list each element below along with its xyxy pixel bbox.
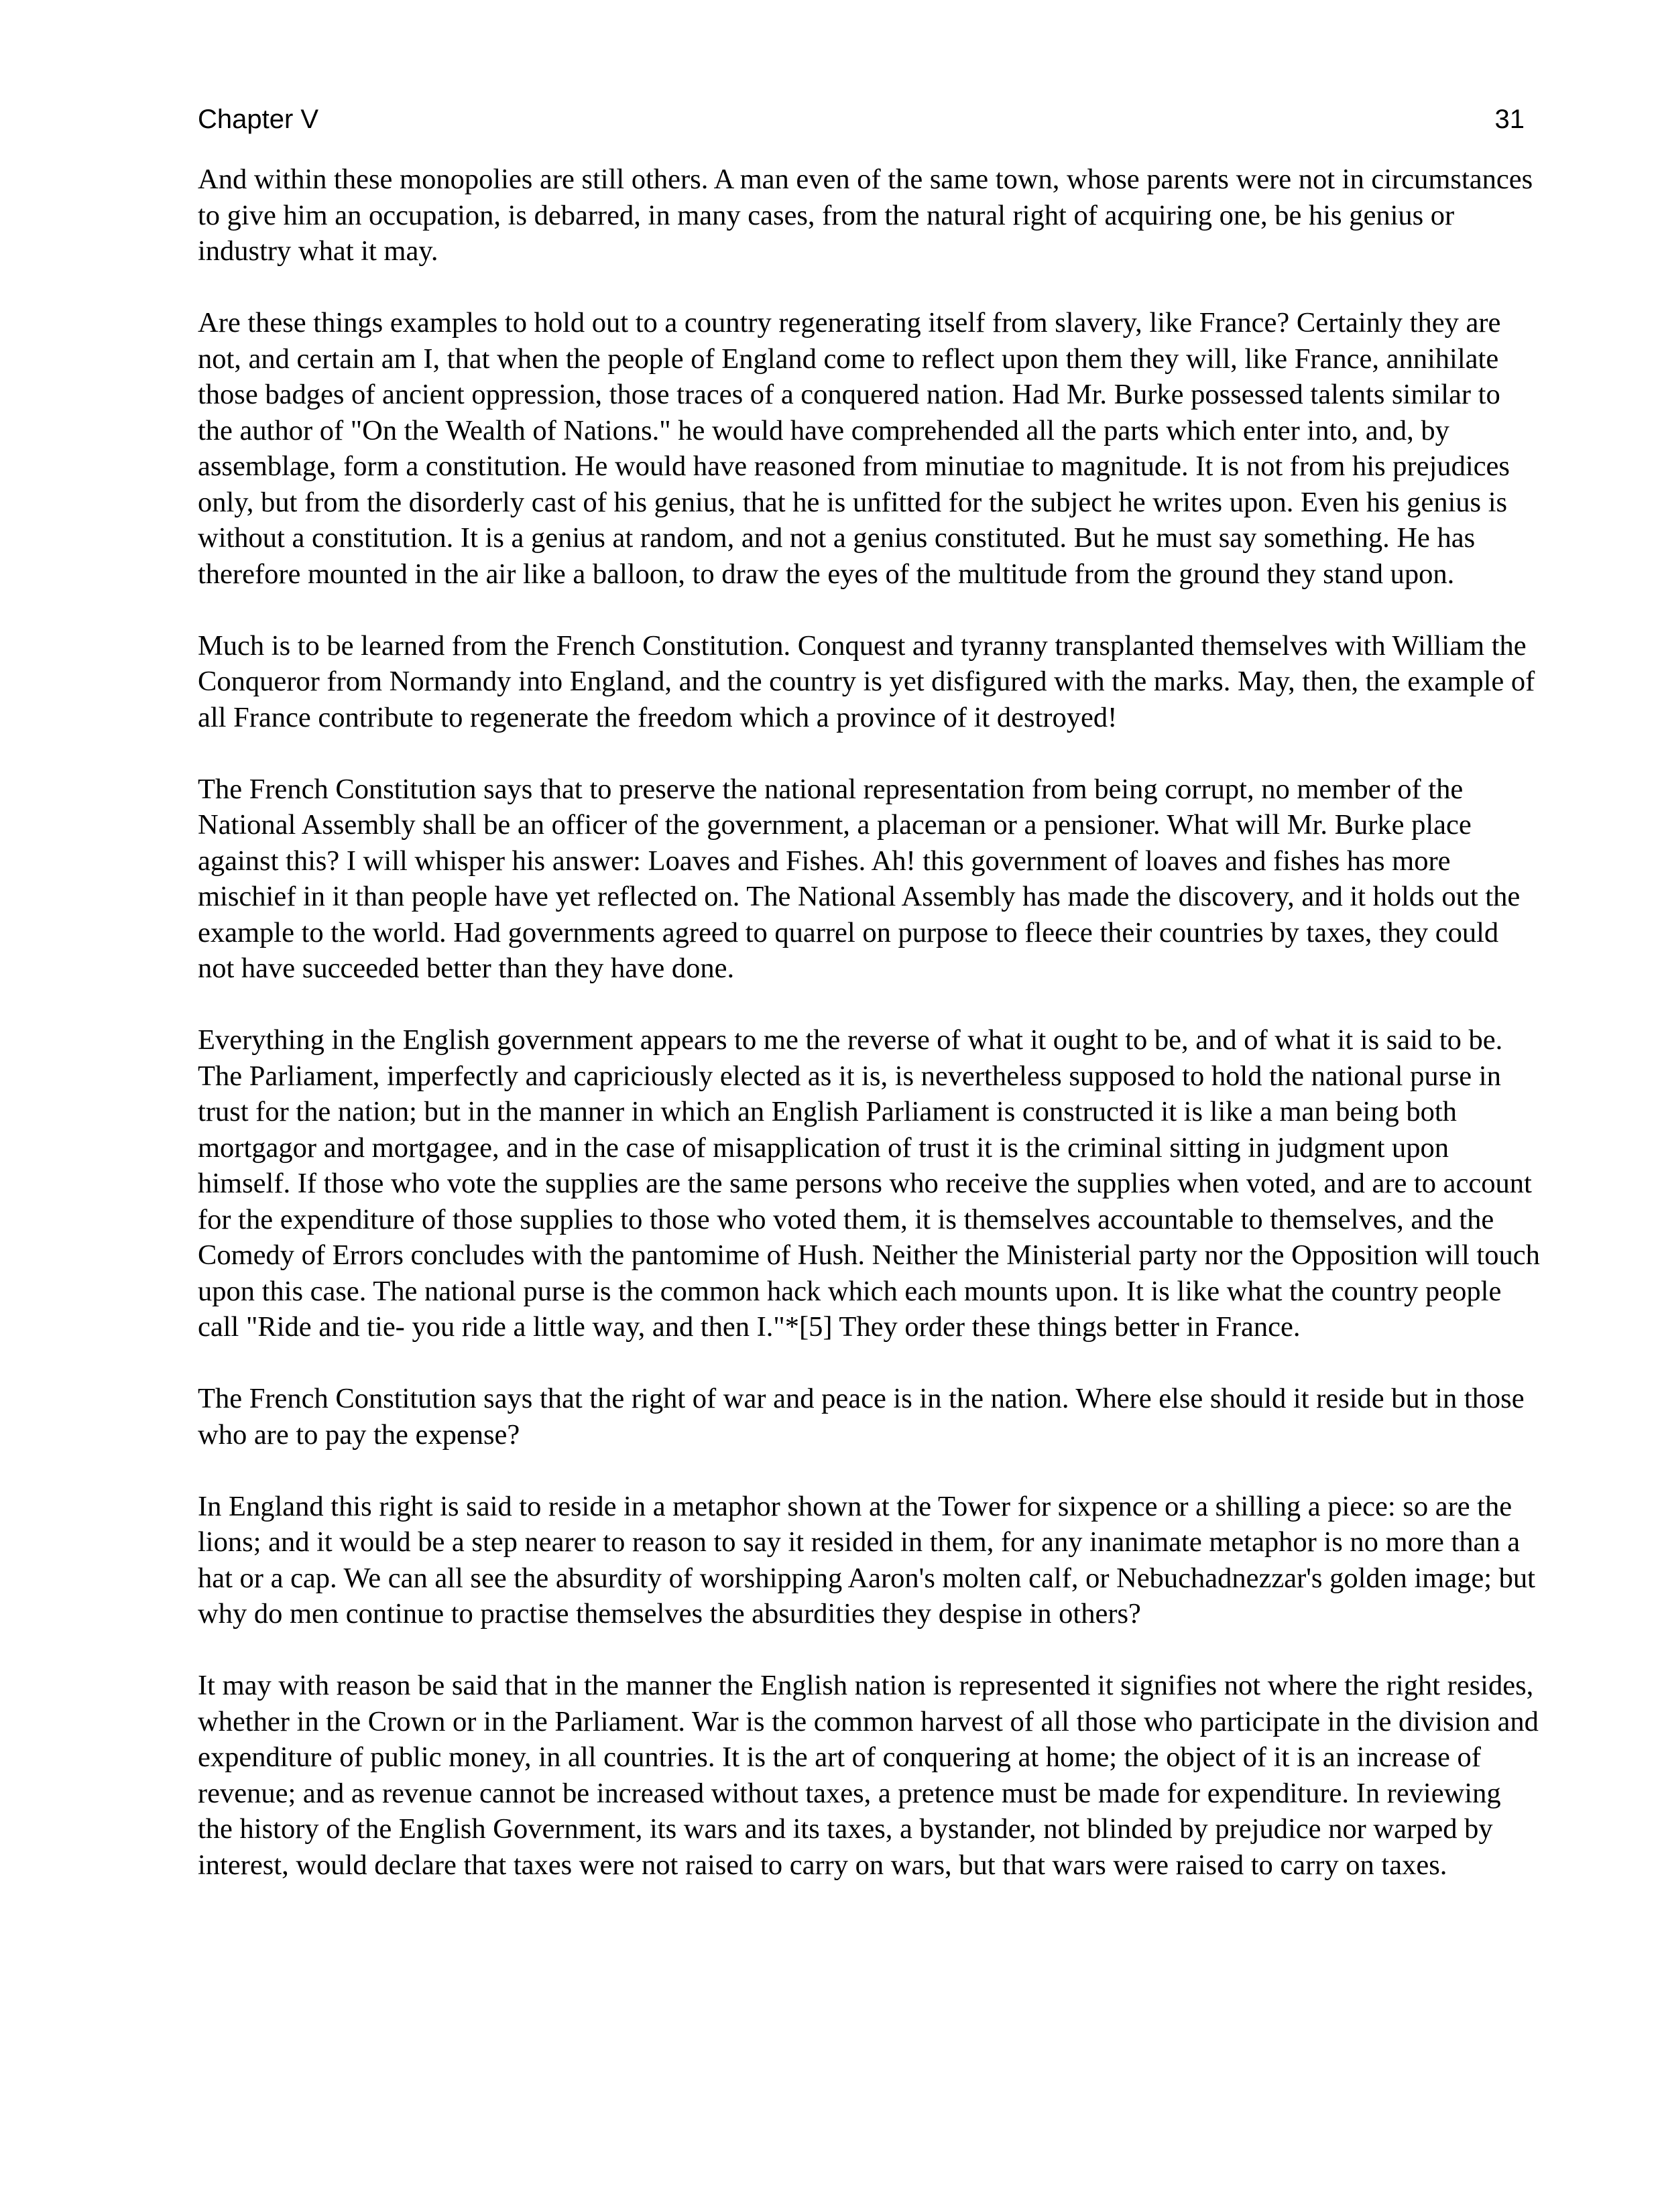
chapter-title: Chapter V xyxy=(198,105,319,134)
page-header xyxy=(198,101,1525,141)
paragraph: It may with reason be said that in the manner the English nation is represented it signifies not where the right resides, whether in the Crown or in the Parliament. War is the common harvest of all those who participate in the division and expenditure of public money, in all countries. It is the art of conquering at home; the object of it is an increase of revenue; and as revenue cannot be increased without taxes, a pretence must be made for expenditure. In reviewing the history of the English Government, its wars and its taxes, a bystander, not blinded by prejudice nor warped by interest, would declare that taxes were not raised to carry on wars, but that wars were raised to carry on taxes. xyxy=(198,1670,1539,1881)
page-number: 31 xyxy=(1494,105,1525,134)
paragraph: And within these monopolies are still others. A man even of the same town, whose parents were not in circumstances to give him an occupation, is debarred, in many cases, from the natural right of acquiring one, be his genius or industry what it may. xyxy=(198,164,1533,267)
paragraph: The French Constitution says that to preserve the national representation from being corrupt, no member of the National Assembly shall be an officer of the government, a placeman or a pensioner. What will Mr. Burke place against this? I will whisper his answer: Loaves and Fishes. Ah! this government of loaves and fishes has more mischief in it than people have yet reflected on. The National Assembly has made the discovery, and it holds out the example to the world. Had governments agreed to quarrel on purpose to fleece their countries by taxes, they could not have succeeded better than they have done. xyxy=(198,773,1521,984)
paragraph: Are these things examples to hold out to a country regenerating itself from slavery, like France? Certainly they are not, and certain am I, that when the people of England come to reflect upon them they will, like France, annihilate those badges of ancient oppression, those traces of a conquered nation. Had Mr. Burke possessed talents similar to the author of "On the Wealth of Nations." he would have comprehended all the parts which enter into, and, by assemblage, form a constitution. He would have reasoned from minutiae to magnitude. It is not from his prejudices only, but from the disorderly cast of his genius, that he is unfitted for the subject he writes upon. Even his genius is without a constitution. It is a genius at random, and not a genius constituted. But he must say something. He has therefore mounted in the air like a balloon, to draw the eyes of the multitude from the ground they stand upon. xyxy=(198,307,1510,590)
paragraph: Everything in the English government appears to me the reverse of what it ought to be, and of what it is said to be. The Parliament, imperfectly and capriciously elected as it is, is nevertheless supposed to hold the national purse in trust for the nation; but in the manner in which an English Parliament is constructed it is like a man being both mortgagor and mortgagee, and in the case of misapplication of trust it is the criminal sitting in judgment upon himself. If those who vote the supplies are the same persons who receive the supplies when voted, and are to account for the expenditure of those supplies to those who voted them, it is themselves accountable to themselves, and the Comedy of Errors concludes with the pantomime of Hush. Neither the Ministerial party nor the Opposition will touch upon this case. The national purse is the common hack which each mounts upon. It is like what the country people call "Ride and tie- you ride a little way, and then I."*[5] They order these things better in France. xyxy=(198,1024,1540,1343)
paragraph: The French Constitution says that the right of war and peace is in the nation. Where else should it reside but in those who are to pay the expense? xyxy=(198,1383,1525,1451)
paragraph: In England this right is said to reside in a metaphor shown at the Tower for sixpence or a shilling a piece: so are the lions; and it would be a step nearer to reason to say it resided in them, for any inanimate metaphor is no more than a hat or a cap. We can all see the absurdity of worshipping Aaron's molten calf, or Nebuchadnezzar's golden image; but why do men continue to practise themselves the absurdities they despise in others? xyxy=(198,1490,1535,1630)
page-body xyxy=(198,162,1541,1883)
paragraph: Much is to be learned from the French Constitution. Conquest and tyranny transplanted themselves with William the Conqueror from Normandy into England, and the country is yet disfigured with the marks. May, then, the example of all France contribute to regenerate the freedom which a province of it destroyed! xyxy=(198,629,1535,733)
